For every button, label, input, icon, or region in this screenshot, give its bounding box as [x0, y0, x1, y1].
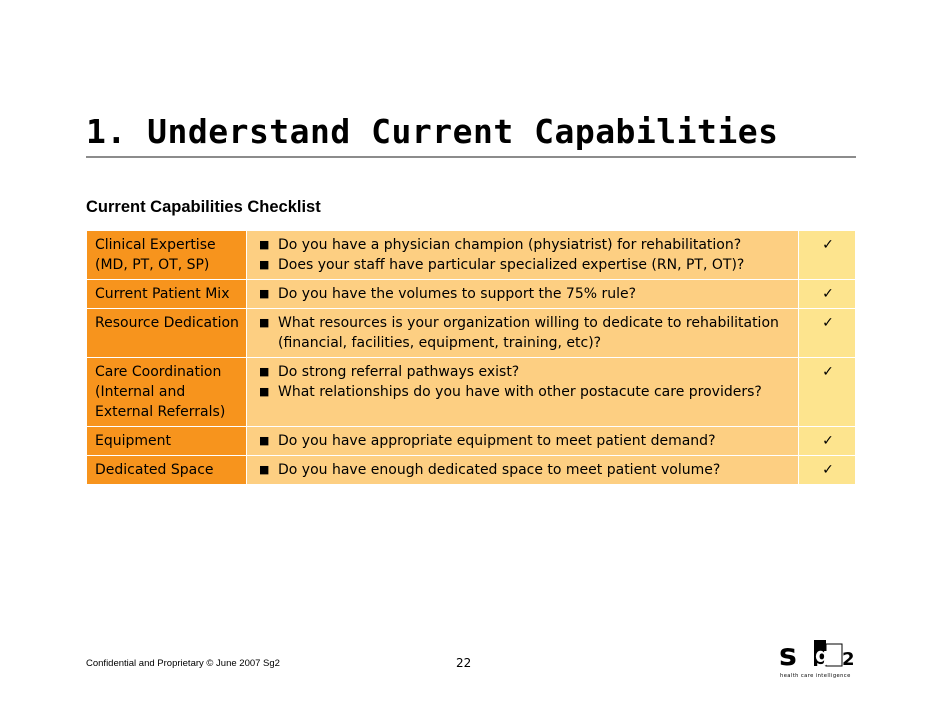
square-bullet-icon: ■: [259, 385, 270, 398]
capability-questions: [247, 427, 799, 456]
capability-questions: [247, 231, 799, 280]
question-item: [255, 460, 792, 480]
question-text: What resources is your organization willing to dedicate to rehabilitation (financial, facilities, equipment, training, etc)?: [278, 315, 779, 351]
question-item: [255, 313, 792, 353]
checklist-row: [87, 456, 856, 485]
capability-category: Resource Dedication: [87, 309, 247, 358]
capability-category: Dedicated Space: [87, 456, 247, 485]
page-number: 22: [456, 656, 472, 670]
capabilities-checklist-table: [86, 230, 856, 485]
question-text: Do you have appropriate equipment to meet patient demand?: [278, 433, 716, 449]
square-bullet-icon: ■: [259, 258, 270, 271]
square-bullet-icon: ■: [259, 287, 270, 300]
question-item: [255, 382, 792, 402]
question-text: What relationships do you have with other postacute care providers?: [278, 384, 762, 400]
checklist-row: [87, 231, 856, 280]
svg-text:health care intelligence: health care intelligence: [780, 673, 851, 679]
capability-questions: [247, 456, 799, 485]
svg-text:2: 2: [842, 649, 855, 670]
capability-category: Care Coordination (Internal and External Referrals): [87, 358, 247, 427]
checkmark-icon: ✓: [799, 456, 856, 485]
checkmark-icon: ✓: [799, 427, 856, 456]
checklist-row: [87, 427, 856, 456]
title-divider: [86, 156, 856, 158]
checkmark-icon: ✓: [799, 358, 856, 427]
question-text: Do you have a physician champion (physiatrist) for rehabilitation?: [278, 237, 742, 253]
checklist-row: [87, 280, 856, 309]
question-item: [255, 362, 792, 382]
checklist-row: [87, 309, 856, 358]
capability-category: Current Patient Mix: [87, 280, 247, 309]
capability-questions: [247, 280, 799, 309]
square-bullet-icon: ■: [259, 463, 270, 476]
square-bullet-icon: ■: [259, 434, 270, 447]
capability-category: Equipment: [87, 427, 247, 456]
svg-text:g: g: [815, 643, 830, 667]
question-item: [255, 235, 792, 255]
square-bullet-icon: ■: [259, 238, 270, 251]
square-bullet-icon: ■: [259, 365, 270, 378]
question-item: [255, 431, 792, 451]
checkmark-icon: ✓: [799, 231, 856, 280]
question-text: Does your staff have particular specialized expertise (RN, PT, OT)?: [278, 257, 745, 273]
svg-text:s: s: [779, 640, 797, 673]
checkmark-icon: ✓: [799, 280, 856, 309]
sg2-logo: [778, 640, 858, 680]
question-item: [255, 284, 792, 304]
confidential-notice: Confidential and Proprietary © June 2007 Sg2: [86, 658, 280, 669]
checklist-heading: Current Capabilities Checklist: [86, 198, 321, 216]
question-item: [255, 255, 792, 275]
checklist-row: [87, 358, 856, 427]
question-text: Do strong referral pathways exist?: [278, 364, 520, 380]
checkmark-icon: ✓: [799, 309, 856, 358]
page-title: 1. Understand Current Capabilities: [86, 112, 779, 151]
question-text: Do you have enough dedicated space to meet patient volume?: [278, 462, 721, 478]
capability-questions: [247, 309, 799, 358]
capability-questions: [247, 358, 799, 427]
capability-category: Clinical Expertise (MD, PT, OT, SP): [87, 231, 247, 280]
square-bullet-icon: ■: [259, 316, 270, 329]
question-text: Do you have the volumes to support the 75% rule?: [278, 286, 637, 302]
